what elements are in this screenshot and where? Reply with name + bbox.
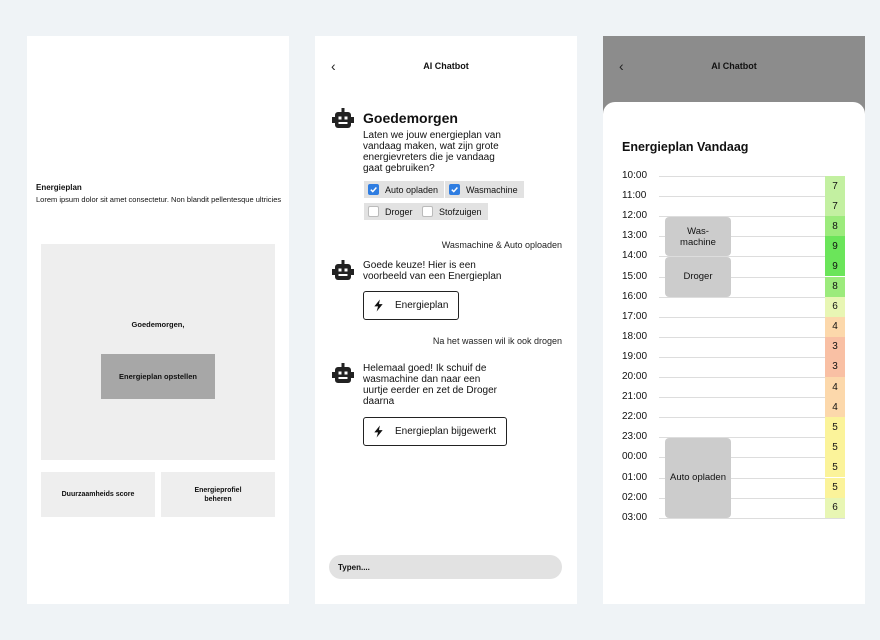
appliance-block[interactable]: Auto opladen xyxy=(665,438,731,517)
hour-gridline xyxy=(659,176,845,177)
appliance-block[interactable]: Was- machine xyxy=(665,217,731,256)
energy-score-cell: 5 xyxy=(825,478,845,498)
hour-gridline xyxy=(659,297,845,298)
section-description: Lorem ipsum dolor sit amet consectetur. Non blandit pellentesque ultricies xyxy=(36,195,282,204)
option-stofzuigen[interactable] xyxy=(418,203,488,220)
hour-gridline xyxy=(659,397,845,398)
hour-label: 14:00 xyxy=(622,250,648,262)
hour-gridline xyxy=(659,337,845,338)
hour-label: 20:00 xyxy=(622,371,648,382)
tile-label: Duurzaamheids score xyxy=(61,491,135,498)
hour-label: 11:00 xyxy=(622,190,647,202)
hour-label: 01:00 xyxy=(622,471,648,483)
energy-score-cell: 7 xyxy=(825,196,845,216)
energy-score-cell: 6 xyxy=(825,498,845,518)
hour-label: 13:00 xyxy=(622,230,648,242)
hour-gridline xyxy=(659,377,845,378)
energyplan-screen xyxy=(603,36,865,604)
energy-score-cell: 7 xyxy=(825,176,845,196)
bot-message: Laten we jouw energieplan van vandaag maken, wat zijn grote energievreters die je vandaag gaat gebruiken? xyxy=(363,130,501,174)
energy-score-cell: 6 xyxy=(825,297,845,317)
checkbox-empty-icon xyxy=(368,206,379,217)
hour-label: 22:00 xyxy=(622,411,648,423)
hour-gridline xyxy=(659,417,845,418)
chat-input[interactable] xyxy=(329,555,562,579)
hour-label: 17:00 xyxy=(622,310,648,322)
hero-greeting: Goedemorgen, xyxy=(131,320,185,329)
energy-score-cell: 8 xyxy=(825,216,845,236)
energy-score-cell: 8 xyxy=(825,277,845,297)
robot-icon xyxy=(332,260,354,282)
button-label: Energieplan xyxy=(395,300,449,311)
checkbox-empty-icon xyxy=(422,206,433,217)
energyplan-updated-button[interactable] xyxy=(363,417,507,446)
energy-score-cell: 4 xyxy=(825,397,845,417)
checkbox-checked-icon xyxy=(449,184,460,195)
energy-score-cell: 4 xyxy=(825,377,845,397)
appliance-block[interactable]: Droger xyxy=(665,257,731,296)
hour-label: 10:00 xyxy=(622,170,648,181)
hour-label: 12:00 xyxy=(622,210,648,222)
user-message: Na het wassen wil ik ook drogen xyxy=(432,336,562,346)
section-title: Energieplan xyxy=(36,183,82,192)
energy-score-cell: 9 xyxy=(825,256,845,276)
bot-message: Goede keuze! Hier is een voorbeeld van een Energieplan xyxy=(363,260,502,282)
bot-message: Helemaal goed! Ik schuif de wasmachine dan naar een uurtje eerder en zet de Droger daarna xyxy=(363,363,497,407)
energy-profile-tile[interactable] xyxy=(161,472,275,517)
chatbot-screen xyxy=(315,36,577,604)
hour-label: 02:00 xyxy=(622,491,648,503)
option-auto-opladen[interactable] xyxy=(364,181,444,198)
home-screen xyxy=(27,36,289,604)
energy-score-cell: 5 xyxy=(825,417,845,437)
hour-gridline xyxy=(659,317,845,318)
energy-score-cell: 3 xyxy=(825,357,845,377)
back-button[interactable]: ‹ xyxy=(619,58,624,74)
greeting-title: Goedemorgen xyxy=(363,110,458,126)
lightning-icon xyxy=(372,425,385,438)
hour-label: 00:00 xyxy=(622,451,648,463)
create-energyplan-button[interactable]: Energieplan opstellen xyxy=(101,354,215,399)
hour-gridline xyxy=(659,196,845,197)
checkbox-checked-icon xyxy=(368,184,379,195)
hour-label: 21:00 xyxy=(622,391,648,403)
user-message: Wasmachine & Auto oploaden xyxy=(441,240,562,250)
button-label: Energieplan bijgewerkt xyxy=(395,426,497,437)
hour-gridline xyxy=(659,357,845,358)
hour-gridline xyxy=(659,518,845,519)
energy-score-cell: 5 xyxy=(825,437,845,457)
energy-score-cell: 3 xyxy=(825,337,845,357)
hour-label: 19:00 xyxy=(622,350,648,362)
energy-score-cell: 4 xyxy=(825,317,845,337)
hero-card xyxy=(41,244,275,460)
option-droger[interactable] xyxy=(364,203,419,220)
robot-icon xyxy=(332,108,354,130)
hour-label: 15:00 xyxy=(622,270,648,282)
hour-label: 03:00 xyxy=(622,511,648,523)
header-title: AI Chatbot xyxy=(423,61,469,71)
option-label: Wasmachine xyxy=(466,184,518,195)
option-label: Auto opladen xyxy=(385,184,439,195)
option-wasmachine[interactable] xyxy=(445,181,524,198)
hour-label: 18:00 xyxy=(622,330,648,342)
hour-label: 23:00 xyxy=(622,431,648,443)
energy-score-cell: 9 xyxy=(825,236,845,256)
option-label: Droger xyxy=(385,206,413,217)
sustainability-score-tile[interactable] xyxy=(41,472,155,517)
header-title: AI Chatbot xyxy=(711,61,757,71)
robot-icon xyxy=(332,363,354,385)
hour-label: 16:00 xyxy=(622,290,648,302)
energyplan-button[interactable] xyxy=(363,291,459,320)
tile-label: Energieprofiel beheren xyxy=(194,486,242,503)
back-button[interactable]: ‹ xyxy=(331,58,336,74)
energy-score-cell: 5 xyxy=(825,457,845,477)
lightning-icon xyxy=(372,299,385,312)
option-label: Stofzuigen xyxy=(439,206,482,217)
plan-title: Energieplan Vandaag xyxy=(622,140,749,154)
